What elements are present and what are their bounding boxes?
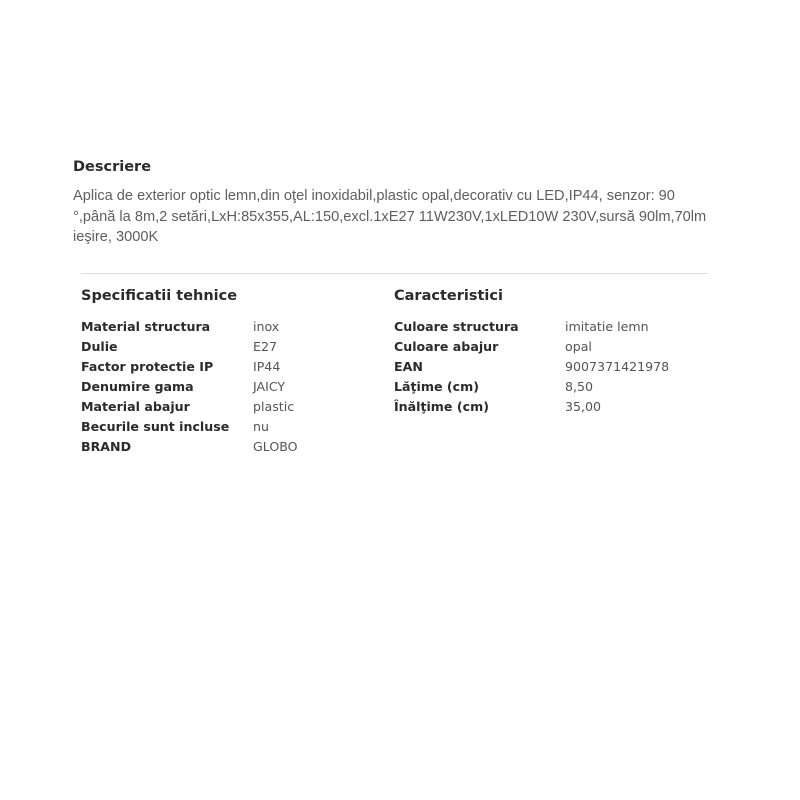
spec-label: Culoare structura — [394, 318, 519, 334]
technical-specs-heading: Specificatii tehnice — [81, 288, 238, 304]
spec-label: Înălţime (cm) — [394, 398, 489, 414]
spec-value: 35,00 — [565, 398, 602, 414]
description-heading: Descriere — [73, 159, 152, 175]
table-row — [394, 356, 669, 376]
spec-value: IP44 — [253, 358, 281, 374]
spec-label: Dulie — [81, 338, 118, 354]
spec-label: Lăţime (cm) — [394, 378, 480, 394]
spec-value: E27 — [253, 338, 277, 354]
spec-label: BRAND — [81, 438, 132, 454]
spec-label: Becurile sunt incluse — [81, 418, 230, 434]
spec-label: Denumire gama — [81, 378, 194, 394]
section-divider — [81, 273, 708, 274]
table-row — [394, 336, 669, 356]
technical-specs-table — [81, 316, 298, 456]
table-row — [81, 396, 298, 416]
description-section — [73, 157, 713, 248]
spec-value: imitatie lemn — [565, 318, 649, 334]
spec-value: 8,50 — [565, 378, 594, 394]
spec-label: EAN — [394, 358, 423, 374]
description-text: Aplica de exterior optic lemn,din oţel inoxidabil,plastic opal,decorativ cu LED,IP44, senzor: 90 °,până la 8m,2 setări,LxH:85x355,AL:150,excl.1xE27 11W230V,1xLED10W 230V,sursă 90lm,70lm ieşire, 3000K — [73, 188, 707, 245]
technical-specs-section — [81, 286, 381, 456]
table-row — [81, 416, 298, 436]
spec-value: inox — [253, 318, 280, 334]
table-row — [81, 336, 298, 356]
table-row — [81, 316, 298, 336]
characteristics-table — [394, 316, 669, 416]
spec-label: Culoare abajur — [394, 338, 499, 354]
spec-value: plastic — [253, 398, 295, 414]
table-row — [81, 356, 298, 376]
table-row — [81, 436, 298, 456]
spec-label: Material abajur — [81, 398, 190, 414]
spec-value: nu — [253, 418, 269, 434]
spec-value: GLOBO — [253, 438, 298, 454]
characteristics-heading: Caracteristici — [394, 288, 503, 304]
spec-label: Factor protectie IP — [81, 358, 214, 374]
table-row — [394, 396, 669, 416]
table-row — [81, 376, 298, 396]
characteristics-section — [394, 286, 714, 416]
spec-value: JAICY — [253, 378, 286, 394]
spec-value: opal — [565, 338, 592, 354]
spec-value: 9007371421978 — [565, 358, 670, 374]
spec-label: Material structura — [81, 318, 211, 334]
table-row — [394, 376, 669, 396]
table-row — [394, 316, 669, 336]
